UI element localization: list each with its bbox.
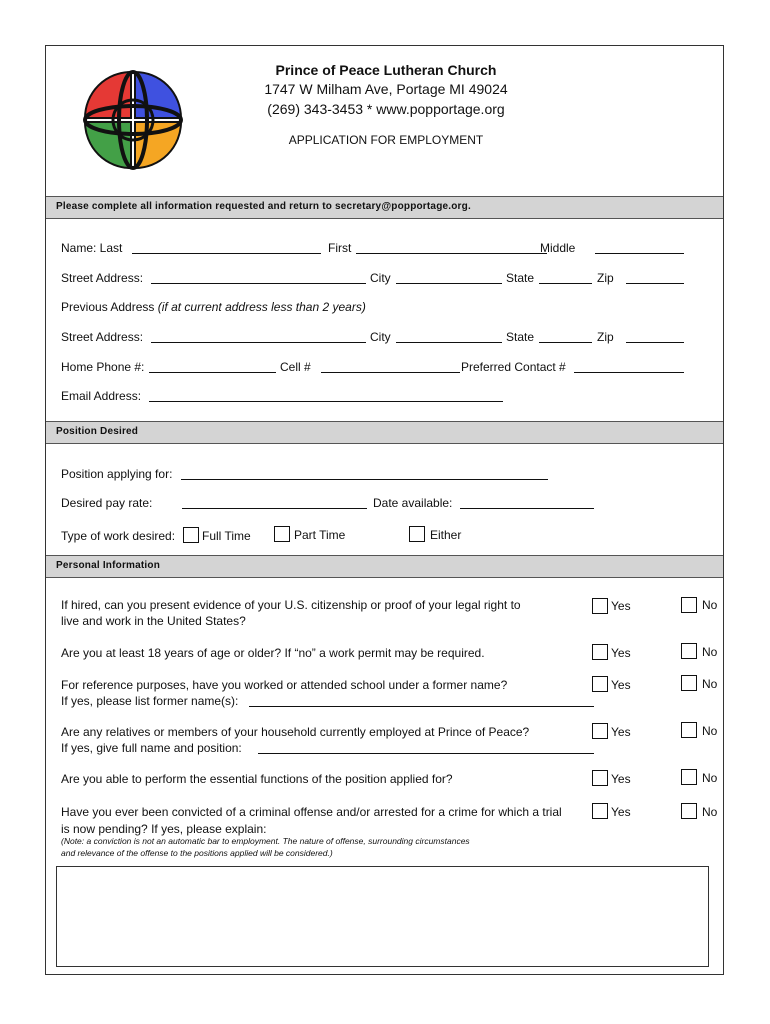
either-checkbox[interactable] — [409, 526, 425, 542]
full-time-checkbox[interactable] — [183, 527, 199, 543]
question-criminal-line1: Have you ever been convicted of a criminal offense and/or arrested for a crime for which a trial — [61, 805, 562, 819]
label-yes: Yes — [611, 805, 631, 819]
label-zip-2: Zip — [597, 330, 614, 344]
label-first-name: First — [328, 241, 352, 255]
date-available-field[interactable] — [460, 508, 594, 509]
label-yes: Yes — [611, 772, 631, 786]
citizenship-yes-checkbox[interactable] — [592, 598, 608, 614]
label-cell: Cell # — [280, 360, 311, 374]
preferred-contact-field[interactable] — [574, 372, 684, 373]
label-pay-rate: Desired pay rate: — [61, 496, 153, 510]
church-logo — [79, 64, 187, 176]
question-former-name-line2: If yes, please list former name(s): — [61, 694, 239, 708]
criminal-yes-checkbox[interactable] — [592, 803, 608, 819]
last-name-field[interactable] — [132, 253, 321, 254]
position-desired-band — [46, 421, 723, 444]
home-phone-field[interactable] — [149, 372, 276, 373]
label-yes: Yes — [611, 725, 631, 739]
label-yes: Yes — [611, 678, 631, 692]
question-age: Are you at least 18 years of age or older? If “no” a work permit may be required. — [61, 646, 485, 660]
relatives-field[interactable] — [258, 753, 594, 754]
city-2-field[interactable] — [396, 342, 502, 343]
zip-2-field[interactable] — [626, 342, 684, 343]
church-name: Prince of Peace Lutheran Church — [275, 62, 497, 78]
state-field[interactable] — [539, 283, 592, 284]
question-criminal-line2: is now pending? If yes, please explain: — [61, 822, 267, 836]
label-no: No — [702, 724, 718, 738]
label-street-2: Street Address: — [61, 330, 144, 344]
criminal-note-line1: (Note: a conviction is not an automatic bar to employment. The nature of offense, surrounding circumstances — [61, 836, 470, 846]
label-street: Street Address: — [61, 271, 144, 285]
cell-field[interactable] — [321, 372, 460, 373]
label-state: State — [506, 271, 535, 285]
pay-rate-field[interactable] — [182, 508, 367, 509]
criminal-explanation-box[interactable] — [56, 866, 709, 967]
label-either: Either — [430, 528, 462, 542]
position-applying-field[interactable] — [181, 479, 548, 480]
essential-yes-checkbox[interactable] — [592, 770, 608, 786]
label-preferred-contact: Preferred Contact # — [461, 360, 566, 374]
email-field[interactable] — [149, 401, 503, 402]
label-yes: Yes — [611, 599, 631, 613]
state-2-field[interactable] — [539, 342, 592, 343]
label-work-type: Type of work desired: — [61, 529, 176, 543]
question-citizenship-line2: live and work in the United States? — [61, 614, 246, 628]
label-no: No — [702, 598, 718, 612]
instructions-band — [46, 196, 723, 219]
relatives-no-checkbox[interactable] — [681, 722, 697, 738]
church-contact: (269) 343-3453 * www.popportage.org — [267, 101, 505, 117]
church-address: 1747 W Milham Ave, Portage MI 49024 — [264, 81, 508, 97]
label-state-2: State — [506, 330, 535, 344]
zip-field[interactable] — [626, 283, 684, 284]
label-no: No — [702, 771, 718, 785]
label-home-phone: Home Phone #: — [61, 360, 145, 374]
former-name-yes-checkbox[interactable] — [592, 676, 608, 692]
criminal-note-line2: and relevance of the offense to the positions applied will be considered.) — [61, 848, 333, 858]
age-yes-checkbox[interactable] — [592, 644, 608, 660]
former-name-no-checkbox[interactable] — [681, 675, 697, 691]
label-yes: Yes — [611, 646, 631, 660]
question-former-name-line1: For reference purposes, have you worked or attended school under a former name? — [61, 678, 508, 692]
middle-name-field[interactable] — [595, 253, 684, 254]
label-no: No — [702, 677, 718, 691]
previous-address-note: (if at current address less than 2 years) — [157, 300, 366, 314]
position-desired-title: Position Desired — [56, 426, 139, 437]
label-previous-address — [61, 300, 366, 314]
city-field[interactable] — [396, 283, 502, 284]
personal-info-title: Personal Information — [56, 560, 161, 571]
essential-no-checkbox[interactable] — [681, 769, 697, 785]
question-essential-functions: Are you able to perform the essential functions of the position applied for? — [61, 772, 453, 786]
label-full-time: Full Time — [202, 529, 251, 543]
application-form — [45, 45, 724, 975]
instructions-text: Please complete all information requested and return to secretary@popportage.org. — [56, 201, 471, 212]
part-time-checkbox[interactable] — [274, 526, 290, 542]
label-city-2: City — [370, 330, 391, 344]
age-no-checkbox[interactable] — [681, 643, 697, 659]
label-part-time: Part Time — [294, 528, 346, 542]
question-relatives-line2: If yes, give full name and position: — [61, 741, 242, 755]
label-middle-name: Middle — [540, 241, 576, 255]
question-citizenship-line1: If hired, can you present evidence of your U.S. citizenship or proof of your legal right to — [61, 598, 521, 612]
form-title: APPLICATION FOR EMPLOYMENT — [288, 133, 484, 147]
street-2-field[interactable] — [151, 342, 366, 343]
label-date-available: Date available: — [373, 496, 453, 510]
criminal-no-checkbox[interactable] — [681, 803, 697, 819]
personal-info-band — [46, 555, 723, 578]
label-zip: Zip — [597, 271, 614, 285]
first-name-field[interactable] — [356, 253, 547, 254]
citizenship-no-checkbox[interactable] — [681, 597, 697, 613]
label-no: No — [702, 805, 718, 819]
label-city: City — [370, 271, 391, 285]
question-relatives-line1: Are any relatives or members of your household currently employed at Prince of Peace? — [61, 725, 530, 739]
label-position-applying: Position applying for: — [61, 467, 173, 481]
label-last-name: Name: Last — [61, 241, 123, 255]
former-name-field[interactable] — [249, 706, 594, 707]
label-email: Email Address: — [61, 389, 142, 403]
street-field[interactable] — [151, 283, 366, 284]
label-no: No — [702, 645, 718, 659]
relatives-yes-checkbox[interactable] — [592, 723, 608, 739]
previous-address-text: Previous Address — [61, 300, 155, 314]
